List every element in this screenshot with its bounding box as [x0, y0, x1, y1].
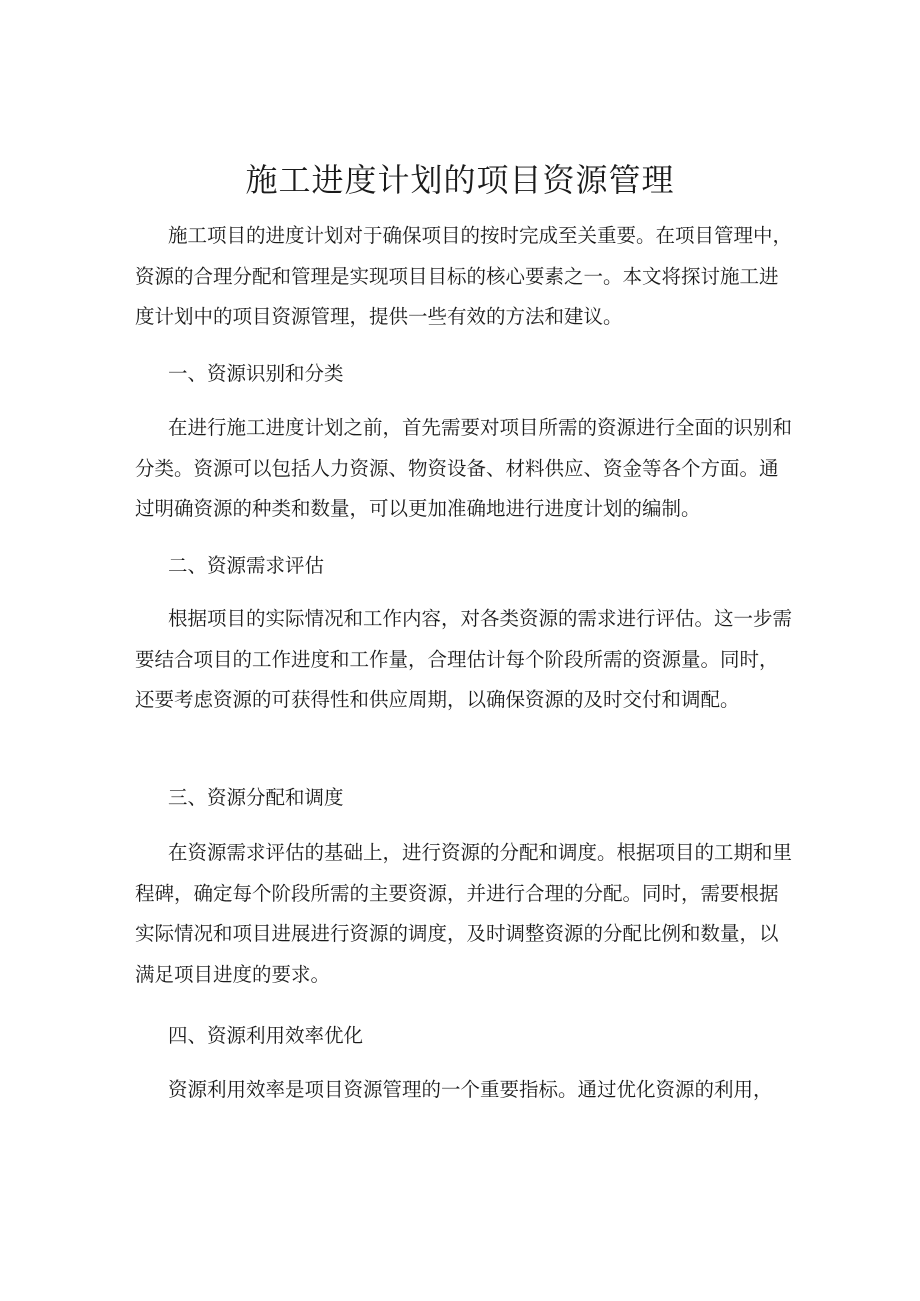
intro-paragraph: 施工项目的进度计划对于确保项目的按时完成至关重要。在项目管理中，资源的合理分配和管理是实现项目目标的核心要素之一。本文将探讨施工进度计划中的项目资源管理，提供一些有效的方法和建议。 [135, 224, 793, 328]
section-heading-1: 一、资源识别和分类 [168, 362, 344, 385]
section-heading-2: 二、资源需求评估 [168, 554, 325, 577]
document-title: 施工进度计划的项目资源管理 [245, 161, 675, 199]
section-body-3: 在资源需求评估的基础上，进行资源的分配和调度。根据项目的工期和里程碑，确定每个阶段所需的主要资源，并进行合理的分配。同时，需要根据实际情况和项目进展进行资源的调度，及时调整资源的分配比例和数量，以满足项目进度的要求。 [135, 841, 793, 986]
section-heading-4: 四、资源利用效率优化 [168, 1024, 364, 1047]
section-body-2: 根据项目的实际情况和工作内容，对各类资源的需求进行评估。这一步需要结合项目的工作进度和工作量，合理估计每个阶段所需的资源量。同时，还要考虑资源的可获得性和供应周期，以确保资源的及时交付和调配。 [135, 607, 793, 711]
section-body-1: 在进行施工进度计划之前，首先需要对项目所需的资源进行全面的识别和分类。资源可以包括人力资源、物资设备、材料供应、资金等各个方面。通过明确资源的种类和数量，可以更加准确地进行进度计划的编制。 [135, 416, 793, 520]
section-heading-3: 三、资源分配和调度 [168, 786, 344, 809]
section-body-4: 资源利用效率是项目资源管理的一个重要指标。通过优化资源的利用， [168, 1078, 773, 1101]
